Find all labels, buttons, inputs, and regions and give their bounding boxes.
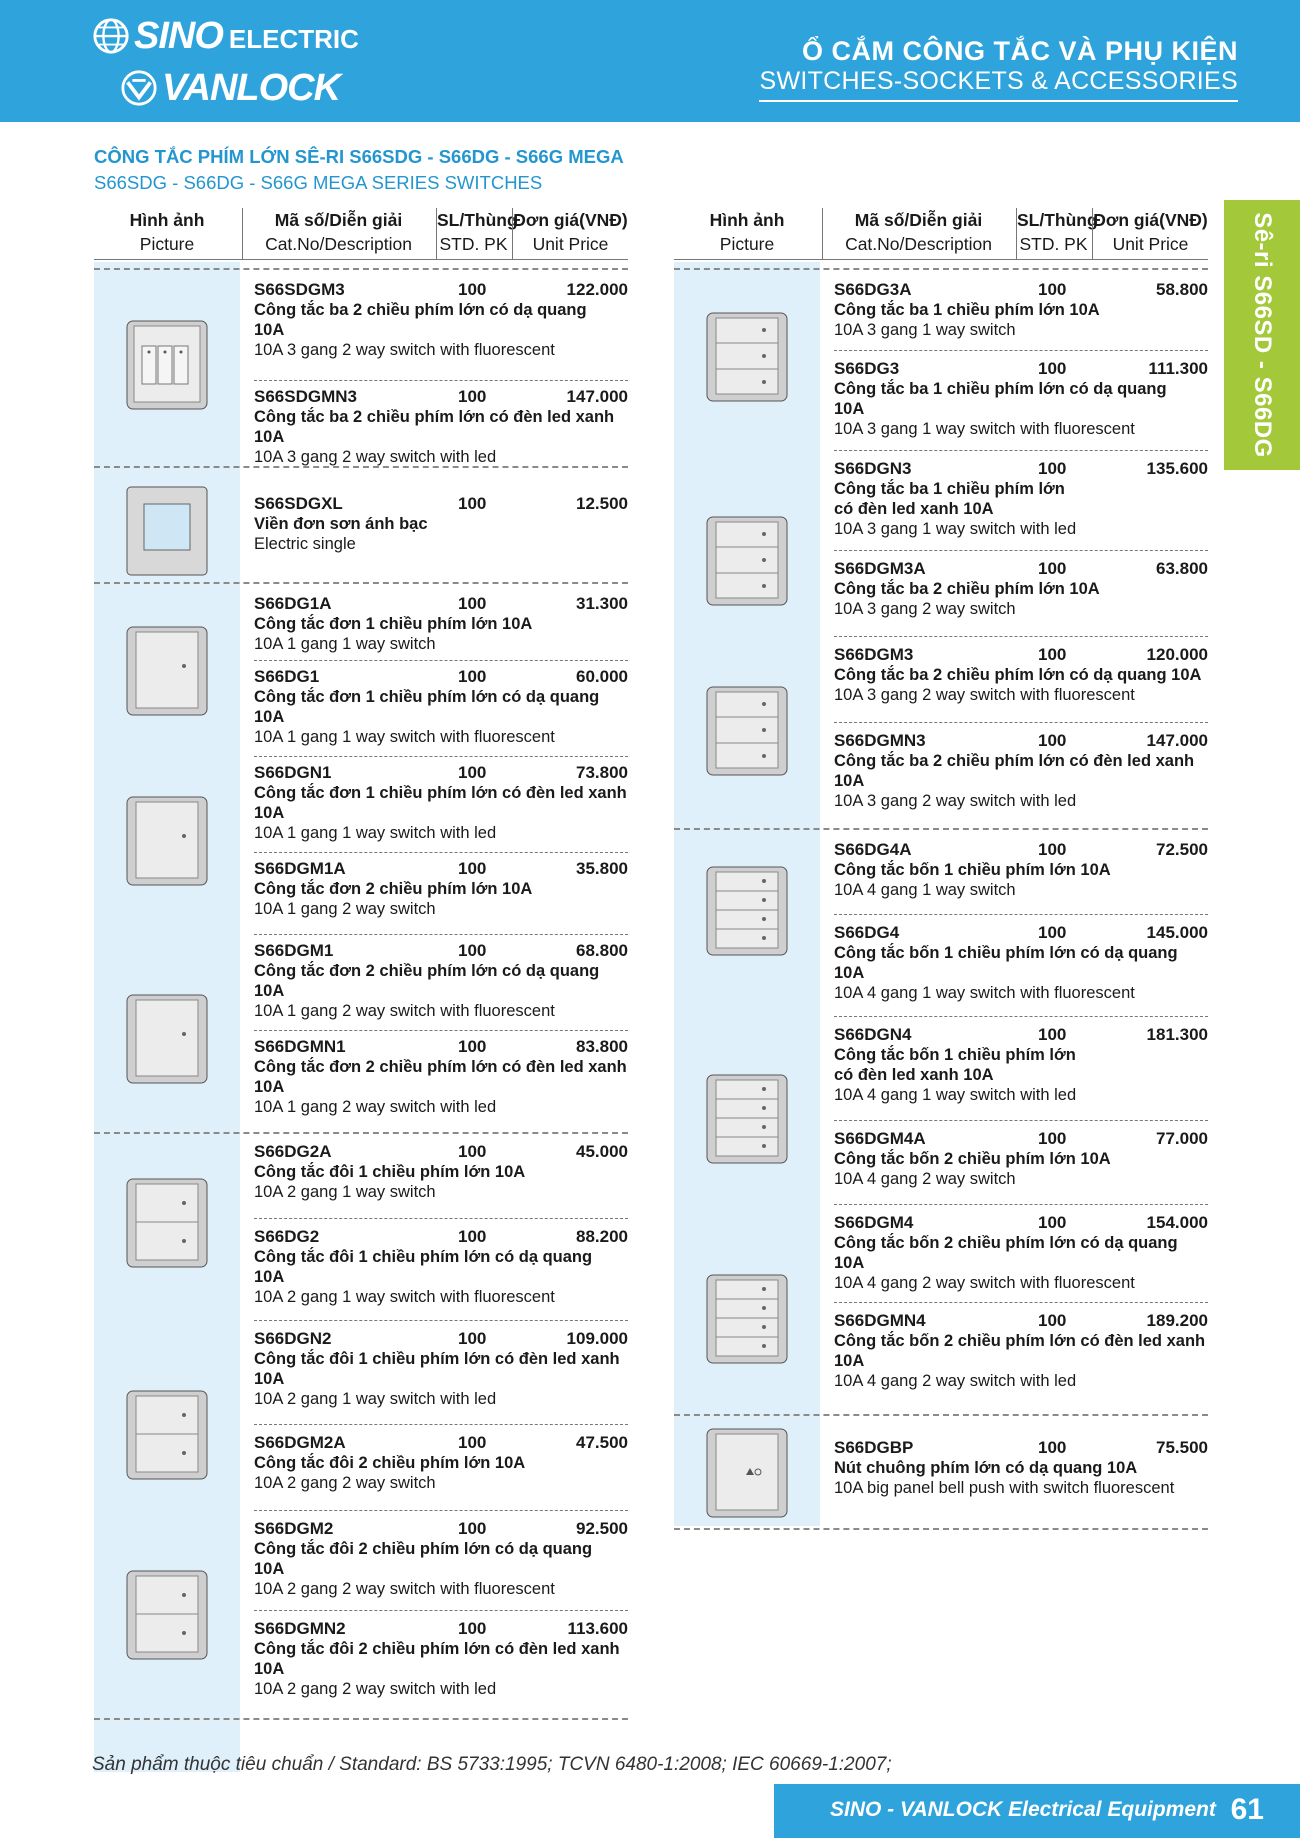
product-item <box>834 350 1208 439</box>
cell-qty: 100 <box>1038 280 1067 299</box>
switch-3-gang-image <box>706 516 788 606</box>
th-description <box>242 208 434 260</box>
cell-price: 154.000 <box>1146 1213 1208 1232</box>
cell-en: 10A 4 gang 1 way switch <box>834 881 1016 899</box>
cell-en: 10A 1 gang 2 way switch with led <box>254 1098 497 1116</box>
product-group <box>674 268 1208 830</box>
switch-4-gang-image <box>706 1274 788 1364</box>
cell-price: 31.300 <box>576 594 628 613</box>
cell-vi: Công tắc bốn 1 chiều phím lớn có dạ quang <box>834 944 1178 962</box>
cell-a: Đơn giá(VNĐ) <box>1093 210 1208 230</box>
product-item <box>254 934 628 1021</box>
cell-price: 72.500 <box>1156 840 1208 859</box>
cell-code: S66DGN1 <box>254 763 332 782</box>
header-title-en: SWITCHES-SOCKETS & ACCESSORIES <box>759 67 1238 102</box>
switch-1-gang-image <box>126 796 208 886</box>
cell-vi: Công tắc bốn 2 chiều phím lớn 10A <box>834 1150 1111 1168</box>
cell-price: 147.000 <box>566 387 628 406</box>
cell-en: 10A 2 gang 2 way switch with fluorescent <box>254 1580 555 1598</box>
cell-price: 83.800 <box>576 1037 628 1056</box>
cell-code: S66DG4A <box>834 840 912 859</box>
cell-en: 10A 4 gang 2 way switch with led <box>834 1372 1077 1390</box>
cell-a: Hình ảnh <box>709 210 785 230</box>
cell-vi: Công tắc đôi 1 chiều phím lớn có dạ quang <box>254 1248 593 1266</box>
cell-a: Mã số/Diễn giải <box>854 210 983 230</box>
cell-a: SL/Thùng <box>437 210 518 230</box>
product-item <box>254 756 628 843</box>
cell-vi: 10A <box>254 982 285 1000</box>
switch-1-gang-image <box>126 994 208 1084</box>
product-item <box>834 722 1208 811</box>
cell-qty: 100 <box>458 1037 487 1056</box>
cell-vi: 10A <box>254 1078 285 1096</box>
cell-vi: Công tắc bốn 2 chiều phím lớn có dạ quang <box>834 1234 1178 1252</box>
cell-en: 10A 4 gang 2 way switch <box>834 1170 1016 1188</box>
cell-b: Picture <box>139 234 195 254</box>
product-group <box>674 1414 1208 1530</box>
product-item <box>254 1218 628 1307</box>
table-header <box>674 204 1208 260</box>
th-price <box>512 208 628 260</box>
cell-price: 68.800 <box>576 941 628 960</box>
cell-vi: 10A <box>834 772 865 790</box>
cell-code: S66DG3 <box>834 359 900 378</box>
cell-qty: 100 <box>458 763 487 782</box>
product-item <box>254 1030 628 1117</box>
cell-en: 10A 3 gang 2 way switch with led <box>834 792 1077 810</box>
cell-vi: Công tắc ba 1 chiều phím lớn <box>834 480 1065 498</box>
brand-sino: SINO <box>134 14 223 57</box>
globe-icon <box>92 17 130 55</box>
table-header <box>94 204 628 260</box>
cell-qty: 100 <box>458 941 487 960</box>
cell-price: 73.800 <box>576 763 628 782</box>
cell-b: STD. PK <box>439 234 508 254</box>
cell-code: S66DGM1A <box>254 859 346 878</box>
cell-vi: 10A <box>254 321 285 339</box>
cell-a: Mã số/Diễn giải <box>274 210 403 230</box>
cell-code: S66DGM2 <box>254 1519 334 1538</box>
cell-qty: 100 <box>458 1619 487 1638</box>
cell-code: S66DGM1 <box>254 941 334 960</box>
cell-qty: 100 <box>1038 1438 1067 1457</box>
cell-price: 63.800 <box>1156 559 1208 578</box>
cell-code: S66DG4 <box>834 923 900 942</box>
cell-vi: 10A <box>834 400 865 418</box>
cell-price: 181.300 <box>1146 1025 1208 1044</box>
cell-vi: Viền đơn sơn ánh bạc <box>254 515 428 533</box>
product-item <box>254 660 628 747</box>
product-item <box>254 380 628 467</box>
cell-vi: Công tắc ba 1 chiều phím lớn 10A <box>834 301 1100 319</box>
cell-vi: Công tắc đơn 2 chiều phím lớn 10A <box>254 880 533 898</box>
cell-b: Unit Price <box>1112 234 1189 254</box>
bell-push-image <box>706 1428 788 1518</box>
th-quantity <box>1016 208 1098 260</box>
product-item <box>834 1438 1208 1498</box>
product-item <box>834 1016 1208 1105</box>
th-picture <box>94 208 240 256</box>
cell-vi: Công tắc đơn 1 chiều phím lớn có đèn led xanh <box>254 784 627 802</box>
product-group <box>94 1132 628 1716</box>
cell-price: 122.000 <box>566 280 628 299</box>
cell-vi: Công tắc đôi 2 chiều phím lớn 10A <box>254 1454 526 1472</box>
switch-2-gang-image <box>126 1178 208 1268</box>
cell-vi: 10A <box>254 1268 285 1286</box>
product-group <box>94 582 628 1134</box>
switch-3-gang-image <box>706 686 788 776</box>
cell-vi: 10A <box>254 708 285 726</box>
cell-code: S66DGMN1 <box>254 1037 346 1056</box>
footer-brand-line: SINO - VANLOCK Electrical Equipment <box>830 1798 1216 1821</box>
standards-note: Sản phẩm thuộc tiêu chuẩn / Standard: BS 5733:1995; TCVN 6480-1:2008; IEC 60669-1:2007; <box>92 1754 892 1775</box>
cell-qty: 100 <box>1038 923 1067 942</box>
cell-qty: 100 <box>458 594 487 613</box>
product-item <box>834 450 1208 539</box>
switch-4-gang-image <box>706 1074 788 1164</box>
page-header <box>0 0 1300 122</box>
cell-en: 10A 4 gang 2 way switch with fluorescent <box>834 1274 1135 1292</box>
cell-price: 75.500 <box>1156 1438 1208 1457</box>
cell-en: 10A 3 gang 2 way switch with fluorescent <box>254 341 555 359</box>
cell-code: S66SDGMN3 <box>254 387 357 406</box>
brand-vanlock: VANLOCK <box>162 66 341 109</box>
product-item <box>254 1424 628 1493</box>
cell-code: S66DGM3 <box>834 645 914 664</box>
product-item <box>834 550 1208 619</box>
cell-price: 189.200 <box>1146 1311 1208 1330</box>
cell-qty: 100 <box>458 1519 487 1538</box>
cell-qty: 100 <box>458 859 487 878</box>
cell-vi: Công tắc ba 2 chiều phím lớn có đèn led xanh <box>834 752 1195 770</box>
product-item <box>834 840 1208 900</box>
product-item <box>834 914 1208 1003</box>
switch-3-gang-image <box>126 320 208 410</box>
cell-qty: 100 <box>458 280 487 299</box>
cell-vi: Công tắc đôi 2 chiều phím lớn có đèn led xanh <box>254 1640 620 1658</box>
cell-vi: Công tắc đơn 2 chiều phím lớn có dạ quang <box>254 962 600 980</box>
cell-code: S66DG2A <box>254 1142 332 1161</box>
switch-3-gang-image <box>706 312 788 402</box>
cell-price: 135.600 <box>1146 459 1208 478</box>
cell-price: 113.600 <box>567 1619 628 1638</box>
footer-bar <box>774 1784 1300 1838</box>
product-item <box>254 1320 628 1409</box>
cell-en: 10A big panel bell push with switch fluorescent <box>834 1479 1175 1497</box>
th-description <box>822 208 1014 260</box>
section-title-en: S66SDG - S66DG - S66G MEGA SERIES SWITCHES <box>94 172 543 193</box>
cell-vi: 10A <box>254 1370 285 1388</box>
cell-b: Picture <box>719 234 775 254</box>
table-end-rule <box>94 1718 628 1720</box>
cell-qty: 100 <box>458 1142 487 1161</box>
cell-qty: 100 <box>1038 359 1067 378</box>
cell-vi: 10A <box>834 1352 865 1370</box>
switch-1-gang-image <box>126 626 208 716</box>
cell-price: 88.200 <box>576 1227 628 1246</box>
cell-code: S66DGM4A <box>834 1129 926 1148</box>
cell-price: 47.500 <box>576 1433 628 1452</box>
cell-vi: 10A <box>254 1560 285 1578</box>
cell-vi: Công tắc bốn 1 chiều phím lớn 10A <box>834 861 1111 879</box>
product-group <box>94 268 628 468</box>
product-item <box>254 280 628 360</box>
cell-qty: 100 <box>1038 1311 1067 1330</box>
cell-code: S66DGM2A <box>254 1433 346 1452</box>
cell-vi: 10A <box>254 1660 285 1678</box>
product-item <box>834 636 1208 705</box>
cell-code: S66DG3A <box>834 280 912 299</box>
cell-price: 145.000 <box>1146 923 1208 942</box>
product-item <box>834 1120 1208 1189</box>
cell-code: S66DGN2 <box>254 1329 332 1348</box>
th-quantity <box>436 208 518 260</box>
cell-code: S66DGM4 <box>834 1213 914 1232</box>
switch-2-gang-image <box>126 1570 208 1660</box>
cell-en: 10A 2 gang 1 way switch with fluorescent <box>254 1288 555 1306</box>
th-price <box>1092 208 1208 260</box>
product-item <box>254 1142 628 1202</box>
switch-2-gang-image <box>126 1390 208 1480</box>
cell-vi: 10A <box>254 428 285 446</box>
series-side-tab-label: Sê-ri S66SD - S66DG <box>1249 212 1276 458</box>
cell-code: S66DGN3 <box>834 459 912 478</box>
cell-b: Cat.No/Description <box>845 234 992 254</box>
cell-en: 10A 1 gang 1 way switch with fluorescent <box>254 728 555 746</box>
cell-vi: 10A <box>834 1254 865 1272</box>
cell-en: 10A 3 gang 1 way switch <box>834 321 1016 339</box>
cell-price: 147.000 <box>1146 731 1208 750</box>
cell-price: 109.000 <box>566 1329 628 1348</box>
cell-code: S66DG2 <box>254 1227 320 1246</box>
cell-qty: 100 <box>1038 731 1067 750</box>
brand-logo <box>92 12 359 112</box>
cell-vi: Công tắc ba 1 chiều phím lớn có dạ quang <box>834 380 1167 398</box>
cell-code: S66DG1A <box>254 594 332 613</box>
cell-en: 10A 2 gang 2 way switch <box>254 1474 436 1492</box>
cell-vi: Công tắc đôi 2 chiều phím lớn có dạ quang <box>254 1540 593 1558</box>
cell-vi: 10A <box>834 964 865 982</box>
cell-en: 10A 3 gang 2 way switch with led <box>254 448 497 466</box>
product-table-right <box>674 204 1208 1497</box>
cell-price: 35.800 <box>576 859 628 878</box>
cell-en: 10A 1 gang 2 way switch with fluorescent <box>254 1002 555 1020</box>
section-title <box>94 146 624 194</box>
cell-b: Cat.No/Description <box>265 234 412 254</box>
cell-price: 60.000 <box>576 667 628 686</box>
cell-price: 45.000 <box>576 1142 628 1161</box>
cell-en: 10A 2 gang 1 way switch with led <box>254 1390 497 1408</box>
cell-a: Hình ảnh <box>129 210 205 230</box>
cell-price: 77.000 <box>1156 1129 1208 1148</box>
cell-vi: Công tắc ba 2 chiều phím lớn có dạ quang 10A <box>834 666 1202 684</box>
section-title-vi: CÔNG TẮC PHÍM LỚN SÊ-RI S66SDG - S66DG - S66G MEGA <box>94 146 624 167</box>
cell-b: Unit Price <box>532 234 609 254</box>
product-group <box>674 828 1208 1416</box>
cell-qty: 100 <box>1038 1129 1067 1148</box>
cell-price: 92.500 <box>576 1519 628 1538</box>
cell-en: 10A 4 gang 1 way switch with led <box>834 1086 1077 1104</box>
cell-code: S66DGM3A <box>834 559 926 578</box>
cell-vi: có đèn led xanh 10A <box>834 500 994 518</box>
cell-price: 111.300 <box>1148 359 1208 378</box>
product-item <box>254 1610 628 1699</box>
brand-electric: ELECTRIC <box>228 23 359 54</box>
cell-code: S66DG1 <box>254 667 320 686</box>
page-number: 61 <box>1230 1793 1264 1826</box>
header-title <box>759 36 1238 102</box>
cell-vi: Công tắc ba 2 chiều phím lớn 10A <box>834 580 1100 598</box>
cell-price: 12.500 <box>576 494 628 513</box>
cell-qty: 100 <box>1038 459 1067 478</box>
cell-code: S66DGMN3 <box>834 731 926 750</box>
cell-price: 120.000 <box>1146 645 1208 664</box>
cell-vi: Công tắc đơn 1 chiều phím lớn có dạ quang <box>254 688 600 706</box>
cell-vi: Công tắc ba 2 chiều phím lớn có đèn led xanh <box>254 408 615 426</box>
cell-en: 10A 1 gang 2 way switch <box>254 900 436 918</box>
th-picture <box>674 208 820 256</box>
cell-en: 10A 3 gang 1 way switch with led <box>834 520 1077 538</box>
cell-en: 10A 1 gang 1 way switch with led <box>254 824 497 842</box>
cell-vi: Công tắc đôi 1 chiều phím lớn có đèn led xanh <box>254 1350 620 1368</box>
cell-qty: 100 <box>458 387 487 406</box>
cell-a: Đơn giá(VNĐ) <box>513 210 628 230</box>
cell-en: 10A 1 gang 1 way switch <box>254 635 436 653</box>
product-item <box>254 494 628 554</box>
cell-code: S66DGMN2 <box>254 1619 346 1638</box>
product-item <box>254 1510 628 1599</box>
product-item <box>834 1204 1208 1293</box>
cell-vi: Công tắc đơn 1 chiều phím lớn 10A <box>254 615 533 633</box>
cell-code: S66DGBP <box>834 1438 914 1457</box>
cell-qty: 100 <box>1038 559 1067 578</box>
cell-code: S66DGN4 <box>834 1025 912 1044</box>
cell-qty: 100 <box>1038 645 1067 664</box>
cell-qty: 100 <box>458 1433 487 1452</box>
cell-a: SL/Thùng <box>1017 210 1098 230</box>
cell-en: 10A 3 gang 2 way switch <box>834 600 1016 618</box>
cell-vi: có đèn led xanh 10A <box>834 1066 994 1084</box>
header-title-vi: Ổ CẮM CÔNG TẮC VÀ PHỤ KIỆN <box>801 36 1238 66</box>
cell-en: Electric single <box>254 535 356 553</box>
product-item <box>834 1302 1208 1391</box>
product-item <box>254 594 628 654</box>
cell-en: 10A 3 gang 2 way switch with fluorescent <box>834 686 1135 704</box>
series-side-tab <box>1224 200 1300 470</box>
cell-vi: Công tắc đơn 2 chiều phím lớn có đèn led xanh <box>254 1058 627 1076</box>
cell-en: 10A 4 gang 1 way switch with fluorescent <box>834 984 1135 1002</box>
cell-code: S66SDGXL <box>254 494 343 513</box>
cell-code: S66DGMN4 <box>834 1311 926 1330</box>
cell-qty: 100 <box>1038 840 1067 859</box>
switch-4-gang-image <box>706 866 788 956</box>
cell-b: STD. PK <box>1019 234 1088 254</box>
cell-vi: Công tắc ba 2 chiều phím lớn có dạ quang <box>254 301 587 319</box>
cell-qty: 100 <box>1038 1025 1067 1044</box>
frame-image <box>126 486 208 576</box>
cell-en: 10A 2 gang 2 way switch with led <box>254 1680 497 1698</box>
cell-qty: 100 <box>458 667 487 686</box>
product-item <box>834 280 1208 340</box>
cell-vi: Nút chuông phím lớn có dạ quang 10A <box>834 1459 1138 1477</box>
product-item <box>254 852 628 919</box>
cell-qty: 100 <box>458 1227 487 1246</box>
product-table-left <box>94 204 628 1698</box>
cell-qty: 100 <box>458 1329 487 1348</box>
vanlock-emblem-icon <box>120 69 158 107</box>
product-group <box>94 466 628 584</box>
cell-vi: 10A <box>254 804 285 822</box>
cell-vi: Công tắc đôi 1 chiều phím lớn 10A <box>254 1163 526 1181</box>
cell-qty: 100 <box>1038 1213 1067 1232</box>
cell-en: 10A 3 gang 1 way switch with fluorescent <box>834 420 1135 438</box>
cell-qty: 100 <box>458 494 487 513</box>
cell-vi: Công tắc bốn 2 chiều phím lớn có đèn led xanh <box>834 1332 1206 1350</box>
cell-en: 10A 2 gang 1 way switch <box>254 1183 436 1201</box>
cell-code: S66SDGM3 <box>254 280 345 299</box>
cell-vi: Công tắc bốn 1 chiều phím lớn <box>834 1046 1076 1064</box>
cell-price: 58.800 <box>1156 280 1208 299</box>
